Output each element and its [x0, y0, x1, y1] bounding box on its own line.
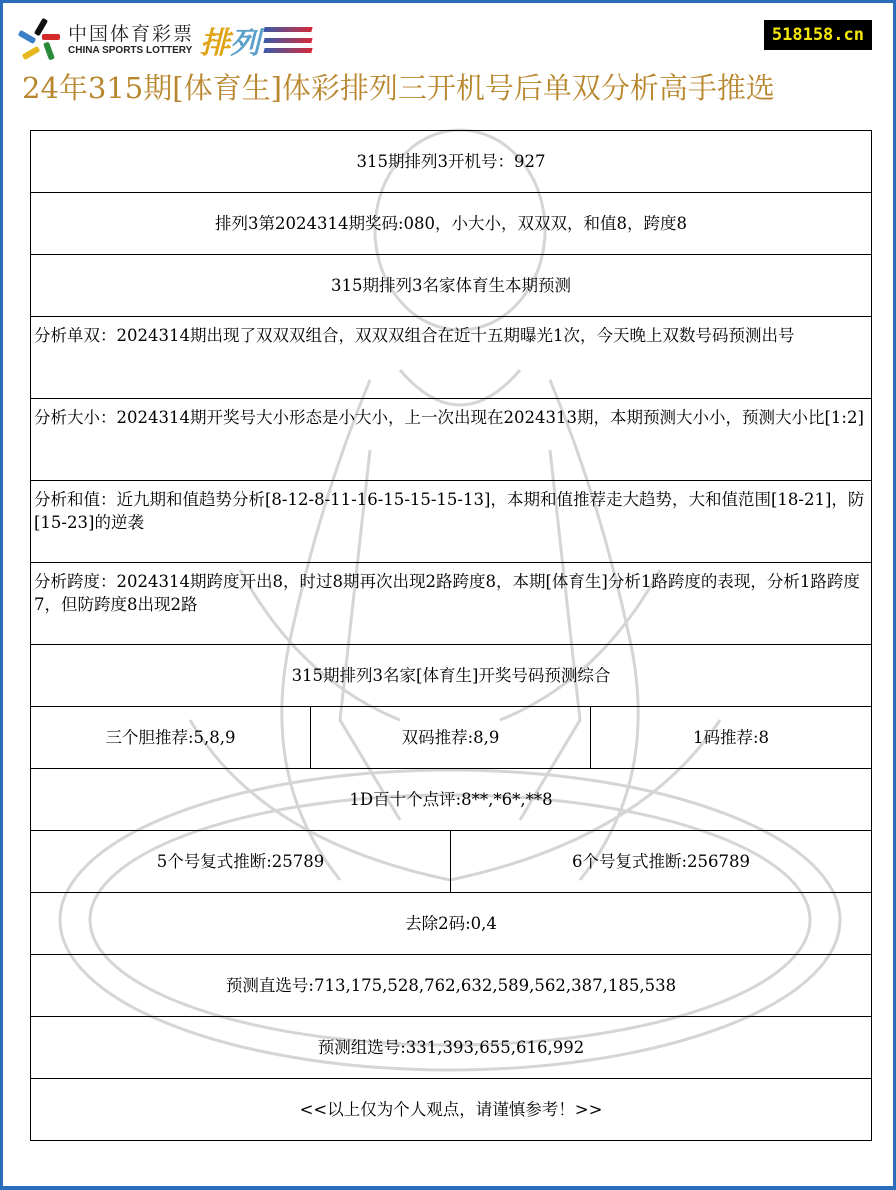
- group-picks-cell: 预测组选号:331,393,655,616,992: [31, 1017, 872, 1079]
- predict-heading-cell: 315期排列3名家体育生本期预测: [31, 255, 872, 317]
- kaijihao-cell: 315期排列3开机号：927: [31, 131, 872, 193]
- span-analysis-cell: 分析跨度：2024314期跨度开出8，时过8期再次出现2路跨度8，本期[体育生]分析1路跨度的表现，分析1路跨度7，但防跨度8出现2路: [31, 563, 872, 645]
- one-code-cell: 1码推荐:8: [591, 707, 872, 769]
- disclaimer-cell: <<以上仅为个人观点，请谨慎参考！>>: [31, 1079, 872, 1141]
- logo-english-text: CHINA SPORTS LOTTERY: [68, 45, 193, 56]
- logo-game-char-1: 排: [200, 26, 231, 61]
- page-title: 24年315期[体育生]体彩排列三开机号后单双分析高手推选: [22, 71, 775, 105]
- direct-picks-cell: 预测直选号:713,175,528,762,632,589,562,387,185,538: [31, 955, 872, 1017]
- lottery-star-icon: [18, 18, 62, 62]
- sum-value-analysis-cell: 分析和值：近九期和值趋势分析[8-12-8-11-16-15-15-15-13]，本期和值推荐走大趋势，大和值范围[18-21]，防[15-23]的逆袭: [31, 481, 872, 563]
- logo-chinese-text: 中国体育彩票: [68, 23, 195, 45]
- logo-game-char-2: 列: [230, 26, 261, 61]
- exclude-cell: 去除2码:0,4: [31, 893, 872, 955]
- china-sports-lottery-logo: [18, 18, 312, 62]
- double-code-cell: 双码推荐:8,9: [311, 707, 591, 769]
- three-dan-cell: 三个胆推荐:5,8,9: [31, 707, 311, 769]
- pailie3-logo: [200, 18, 312, 62]
- summary-heading-cell: 315期排列3名家[体育生]开奖号码预测综合: [31, 645, 872, 707]
- odd-even-analysis-cell: 分析单双：2024314期出现了双双双组合，双双双组合在近十五期曝光1次，今天晚上双数号码预测出号: [31, 317, 872, 399]
- big-small-analysis-cell: 分析大小：2024314期开奖号大小形态是小大小，上一次出现在2024313期，本期预测大小小，预测大小比[1:2]: [31, 399, 872, 481]
- five-combo-cell: 5个号复式推断:25789: [31, 831, 451, 893]
- prediction-table: [30, 130, 872, 1141]
- last-result-cell: 排列3第2024314期奖码:080，小大小，双双双，和值8，跨度8: [31, 193, 872, 255]
- page-header: [0, 0, 890, 120]
- three-bars-icon: [264, 27, 312, 53]
- site-badge: 518158.cn: [764, 20, 872, 50]
- six-combo-cell: 6个号复式推断:256789: [451, 831, 872, 893]
- position-1d-cell: 1D百十个点评:8**,*6*,**8: [31, 769, 872, 831]
